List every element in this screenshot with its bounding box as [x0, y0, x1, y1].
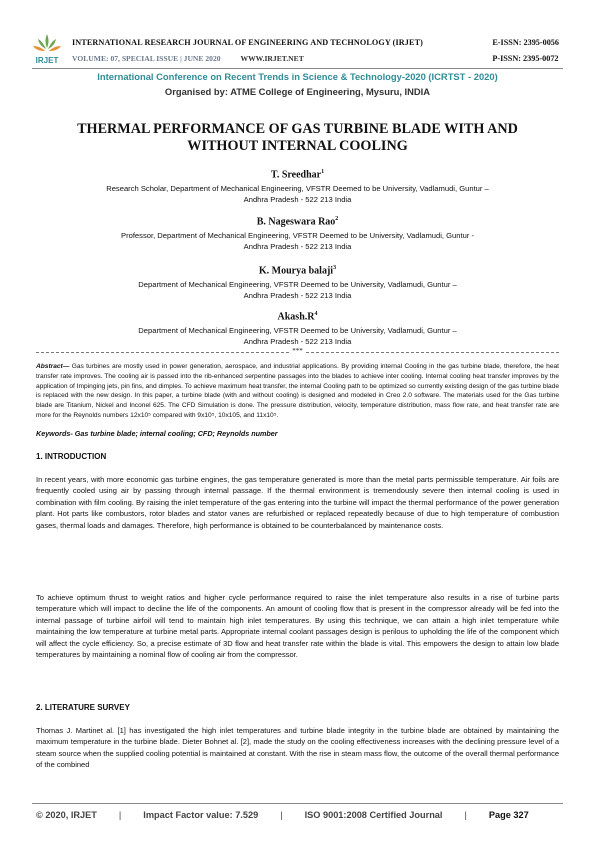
author-name: K. Mourya balaji$^3$: [258, 265, 337, 277]
journal-name: INTERNATIONAL RESEARCH JOURNAL OF ENGINEERING AND TECHNOLOGY (IRJET): [72, 38, 423, 47]
conference-name: International Conference on Recent Trends in Science & Technology-2020 (ICRTST - 2020): [97, 71, 498, 82]
organiser-line: Organised by: ATME College of Engineering, Mysuru, INDIA: [164, 86, 431, 97]
author-address: Andhra Pradesh - 522 213 India: [243, 291, 352, 301]
paragraph: Thomas J. Martinet al. [1] has investigated the high inlet temperatures and turbine blade integrity in the turbine blade are obtained by maintaining the maximum temperature in the turbine blade. Dieter Bohnet al. [2], made the study on the cooling effectiveness increases with the declining pressure level of a steam source when the supplied cooling potential is maintained at constant. With the rise in steam mass flow, the outcome of the overall thermal performance of the combined: [36, 726, 559, 770]
page-number: Page 327: [488, 810, 529, 820]
paragraph: In recent years, with more economic gas turbine engines, the gas temperature generated is more than the metal parts permissible temperature. Air foils are frequently cooled using air by passing through internal passage. If the thermal environment is tremendously severe then internal cooling is used in combination with film cooling. By raising the inlet temperature of the gas entering into the turbine will impact the thermal performance of the power generation plant. Hot parts like combustors, rotor blades and stator vanes are refurbished or replaced repeatedly because of due to high temperature of combustion gases, thermal loads and damages. Therefore, high performance is obtained to be counterbalanced by maintenance costs.: [36, 475, 559, 530]
footer-divider: [32, 803, 563, 804]
author-block-4: [40, 309, 555, 348]
author-name: B. Nageswara Rao$^2$: [256, 216, 339, 228]
section-heading-introduction: 1. INTRODUCTION: [36, 452, 107, 461]
keywords: Keywords- Gas turbine blade; internal cooling; CFD; Reynolds number: [36, 429, 278, 438]
p-issn: P-ISSN: 2395-0072: [492, 54, 559, 63]
website-link[interactable]: WWW.IRJET.NET: [240, 54, 304, 63]
author-address: Andhra Pradesh - 522 213 India: [243, 195, 352, 205]
footer-impact-factor: Impact Factor value: 7.529: [143, 810, 259, 820]
footer-iso: ISO 9001:2008 Certified Journal: [304, 810, 443, 820]
footer-copyright: © 2020, IRJET: [36, 810, 97, 820]
e-issn: E-ISSN: 2395-0056: [492, 38, 559, 47]
logo-wordmark: IRJET: [35, 56, 59, 65]
author-block-2: [40, 214, 555, 253]
page-footer: © 2020, IRJET | Impact Factor value: 7.529 | ISO 9001:2008 Certified Journal | Page 327: [36, 810, 529, 820]
abstract: [36, 362, 559, 421]
irjet-logo-icon: [30, 30, 64, 70]
author-block-3: [40, 263, 555, 302]
paper-title: THERMAL PERFORMANCE OF GAS TURBINE BLADE WITH AND WITHOUT INTERNAL COOLING: [77, 121, 518, 154]
author-affiliation: Research Scholar, Department of Mechanical Engineering, VFSTR Deemed to be University, Vadlamudi, Guntur –: [106, 183, 489, 193]
volume-line: [72, 54, 304, 63]
author-affiliation: Department of Mechanical Engineering, VFSTR Deemed to be University, Vadlamudi, Guntur –: [138, 325, 457, 335]
issn-block: [492, 38, 559, 70]
author-address: Andhra Pradesh - 522 213 India: [243, 242, 352, 252]
author-name: T. Sreedhar$^1$: [270, 169, 325, 181]
author-affiliation: Department of Mechanical Engineering, VFSTR Deemed to be University, Vadlamudi, Guntur –: [138, 279, 457, 289]
paragraph: To achieve optimum thrust to weight ratios and higher cycle performance required to raise the inlet temperature also results in a rise of turbine parts temperature which will impact to decline the life of the components. An amount of cooling flow that is present in the compressor already will be fed into the internal passage of turbine airfoil will tend to maintain high inlet temperatures. By using this technique, we can attain a high inlet temperature while maintaining the low temperature at turbine metal parts. Appropriate internal coolant passages design is perilous to upholding the life of the component which will affect the cycle efficiency. So, a precise estimate of 3D flow and heat transfer rate within the blade is vital. This empowers the design to attain low blade temperatures by maintaining a nominal flow of cooling air from the compressor.: [36, 593, 559, 660]
author-name: $Akash.R^4$: [277, 311, 318, 323]
section-heading-literature-survey: 2. LITERATURE SURVEY: [36, 703, 130, 712]
author-block-1: [40, 167, 555, 206]
abstract-label: Abstract—: [36, 363, 70, 370]
section-separator: ***: [36, 352, 559, 353]
page-header: [0, 0, 595, 98]
abstract-text: Gas turbines are mostly used in power generation, aerospace, and industrial applications. By providing internal Cooling in the gas turbine blade, therefore, the heat transfer rate improves. The cooling air is passed into the rib-enhanced serpentine passages into the blades to achieve inter cooling. Internal cooling heat transfer improves by the application of Impinging jets, pin fins, and dimples. To achieve maximum heat transfer, the internal Cooling path to be optimized so currently existing design of the gas turbine blade is replaced with the new design. In this paper, a turbine blade (with and without cooling) is designed and modeled in Creo 2.0 software. The materials used for the Gas turbine blade are Titanium, Nickel and Inconel 625. The CFD Simulation is done. The pressure distribution, velocity, temperature distribution, mass flow rate, and heat transfer rate are more for the Reynolds numbers 12x10⁵ compared with 9x10⁵, 10x105, and 11x10⁵.: [36, 363, 559, 419]
author-address: Andhra Pradesh - 522 213 India: [243, 337, 352, 347]
volume-info: VOLUME: 07, SPECIAL ISSUE | JUNE 2020: [72, 54, 221, 63]
header-divider: [32, 68, 563, 69]
author-affiliation: Professor, Department of Mechanical Engineering, VFSTR Deemed to be University, Vadlamudi, Guntur -: [121, 230, 474, 240]
